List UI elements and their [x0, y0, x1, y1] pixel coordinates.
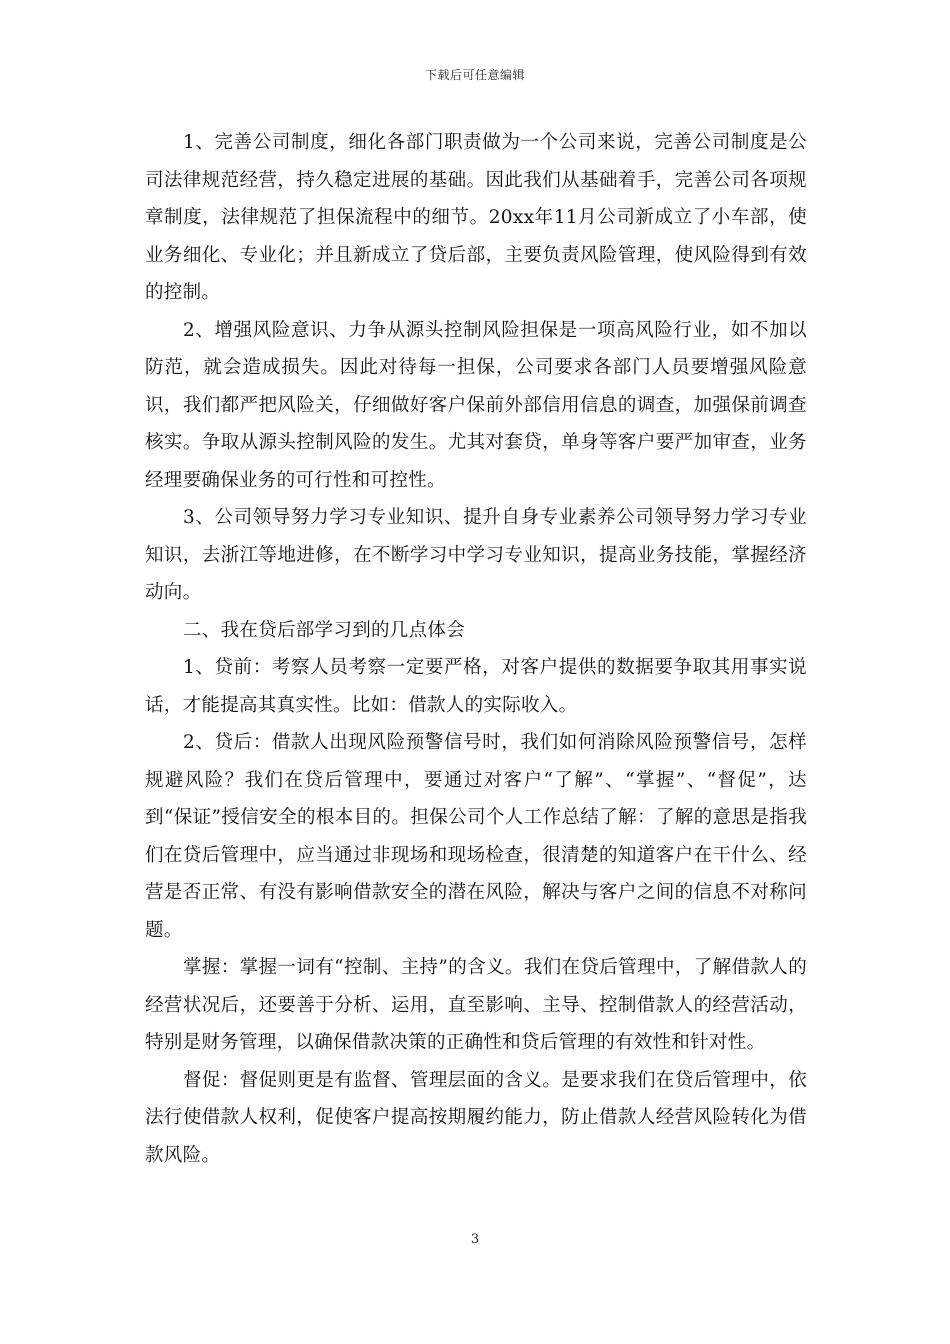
page-number: 3 [470, 1232, 480, 1247]
section-heading: 二、我在贷后部学习到的几点体会 [183, 619, 466, 641]
paragraph-master: 掌握：掌握一词有“控制、主持”的含义。我们在贷后管理中，了解借款人的经营状况后，还要善于分析、运用，直至影响、主导、控制借款人的经营活动，特别是财务管理，以确保借款决策的正确性和贷后管理的有效性和针对性。 [145, 957, 807, 1053]
paragraph-pre-loan: 1、贷前：考察人员考察一定要严格，对客户提供的数据要争取其用事实说话，才能提高其真实性。比如：借款人的实际收入。 [145, 657, 807, 716]
paragraph-supervise: 督促：督促则更是有监督、管理层面的含义。是要求我们在贷后管理中，依法行使借款人权利，促使客户提高按期履约能力，防止借款人经营风险转化为借款风险。 [145, 1069, 807, 1166]
paragraph-post-loan: 2、贷后：借款人出现风险预警信号时，我们如何消除风险预警信号，怎样规避风险？我们在贷后管理中，要通过对客户“了解”、“掌握”、“督促”，达到“保证”授信安全的根本目的。担保公司个人工作总结了解：了解的意思是指我们在贷后管理中，应当通过非现场和现场检查，很清楚的知道客户在干什么、经营是否正常、有没有影响借款安全的潜在风险，解决与客户之间的信息不对称问题。 [145, 732, 807, 941]
paragraph-3: 3、公司领导努力学习专业知识、提升自身专业素养公司领导努力学习专业知识，去浙江等地进修，在不断学习中学习专业知识，提高业务技能，掌握经济动向。 [145, 507, 807, 603]
paragraph-1: 1、完善公司制度，细化各部门职责做为一个公司来说，完善公司制度是公司法律规范经营，持久稳定进展的基础。因此我们从基础着手，完善公司各项规章制度，法律规范了担保流程中的细节。20xx年11月公司新成立了小车部，使业务细化、专业化；并且新成立了贷后部，主要负责风险管理，使风险得到有效的控制。 [145, 132, 807, 303]
page-header-note: 下载后可任意编辑 [424, 68, 525, 82]
paragraph-2: 2、增强风险意识、力争从源头控制风险担保是一项高风险行业，如不加以防范，就会造成损失。因此对待每一担保，公司要求各部门人员要增强风险意识，我们都严把风险关，仔细做好客户保前外部信用信息的调查，加强保前调查核实。争取从源头控制风险的发生。尤其对套贷，单身等客户要严加审查，业务经理要确保业务的可行性和可控性。 [145, 319, 807, 491]
document-body [145, 124, 807, 1174]
